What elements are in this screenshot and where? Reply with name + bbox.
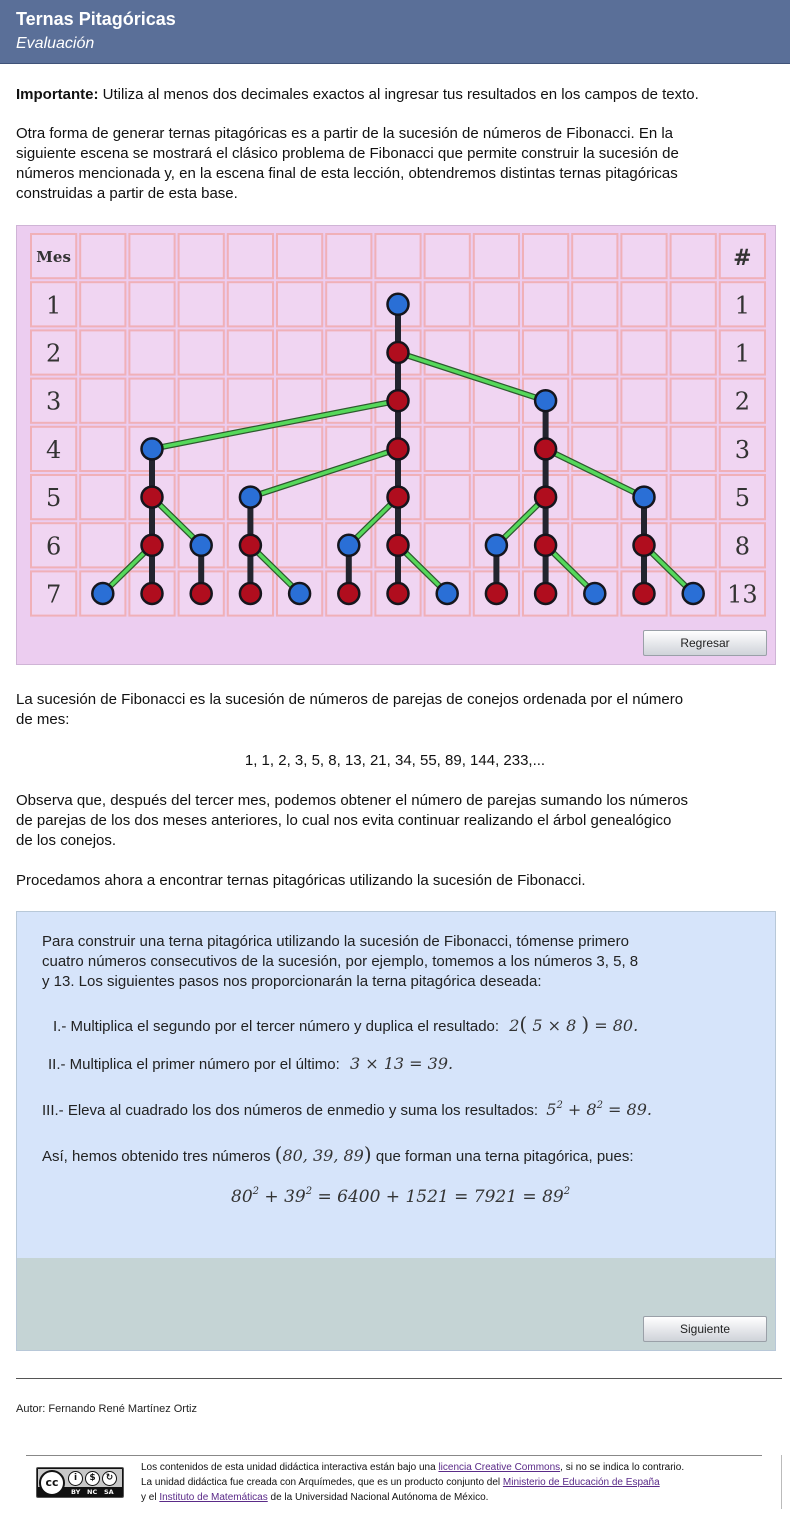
- adult-rabbit-node: [388, 487, 409, 508]
- conclusion-post: que forman una terna pitagórica, pues:: [375, 1148, 634, 1165]
- month-number: 1: [45, 291, 62, 320]
- cc-sa-icon: ↻: [102, 1471, 117, 1486]
- grid-cell: [474, 427, 519, 471]
- grid-cell: [179, 330, 224, 374]
- footer-text-span: de la Universidad Nacional Autónoma de México.: [267, 1492, 489, 1503]
- grid-cell: [179, 234, 224, 278]
- cc-nc-label: NC: [87, 1488, 98, 1496]
- month-number: 7: [45, 580, 62, 609]
- math-token: = 89: [602, 1100, 647, 1119]
- math-exponent: 2: [556, 1100, 563, 1111]
- grid-cell: [425, 523, 470, 567]
- section-divider: [16, 1378, 782, 1379]
- fibonacci-intro: [16, 124, 778, 204]
- pythagorean-formula: [231, 1186, 570, 1207]
- adult-rabbit-node: [388, 438, 409, 459]
- step-3: [42, 1100, 652, 1119]
- footer-text-span: Los contenidos de esta unidad didáctica interactiva están bajo una: [141, 1462, 439, 1473]
- fibonacci-intro-line: construidas a partir de esta base.: [16, 185, 238, 202]
- grid-cell: [129, 379, 174, 423]
- adult-rabbit-node: [535, 583, 556, 604]
- grid-cell: [80, 282, 125, 326]
- young-rabbit-node: [338, 535, 359, 556]
- footer-line-2: [141, 1475, 684, 1490]
- grid-cell: [326, 282, 371, 326]
- grid-cell: [671, 523, 716, 567]
- young-rabbit-node: [584, 583, 605, 604]
- rabbit-tree-diagram: [17, 226, 777, 666]
- young-rabbit-node: [388, 294, 409, 315]
- step-1-text: I.- Multiplica el segundo por el tercer número y duplica el resultado:: [53, 1018, 500, 1035]
- step-2-end: .: [448, 1054, 454, 1073]
- construction-intro-line: cuatro números consecutivos de la sucesión, por ejemplo, tomemos a los números 3, 5, 8: [42, 953, 639, 970]
- grid-cell: [425, 282, 470, 326]
- important-label: Importante:: [16, 86, 99, 103]
- grid-cell: [326, 330, 371, 374]
- procedure-text: Procedamos ahora a encontrar ternas pitagóricas utilizando la sucesión de Fibonacci.: [16, 872, 586, 889]
- math-token: 5: [546, 1100, 557, 1119]
- grid-cell: [228, 379, 273, 423]
- fibonacci-intro-line: Otra forma de generar ternas pitagóricas es a partir de la sucesión de números de Fibonacci. En la: [16, 125, 674, 142]
- adult-rabbit-node: [535, 487, 556, 508]
- grid-cell: [277, 427, 322, 471]
- math-exponent: 2: [305, 1186, 313, 1197]
- grid-cell: [474, 282, 519, 326]
- young-rabbit-node: [634, 487, 655, 508]
- adult-rabbit-node: [388, 535, 409, 556]
- adult-rabbit-node: [142, 535, 163, 556]
- month-number: 5: [45, 484, 62, 513]
- footer-line-1: [141, 1460, 684, 1475]
- ministry-link[interactable]: Ministerio de Educación de España: [502, 1477, 660, 1488]
- young-rabbit-node: [289, 583, 310, 604]
- conclusion-numbers: [274, 1142, 372, 1166]
- grid-cell: [425, 475, 470, 519]
- grid-cell: [523, 234, 568, 278]
- grid-cell: [474, 330, 519, 374]
- construction-intro-line: Para construir una terna pitagórica utilizando la sucesión de Fibonacci, tómense primero: [42, 933, 629, 950]
- grid-cell: [671, 330, 716, 374]
- grid-cell: [523, 282, 568, 326]
- math-exponent: 2: [596, 1100, 603, 1111]
- step-3-math: [546, 1100, 652, 1119]
- grid-cell: [277, 330, 322, 374]
- grid-cell: [572, 379, 617, 423]
- adult-rabbit-node: [388, 583, 409, 604]
- grid-cell: [523, 330, 568, 374]
- grid-cell: [572, 282, 617, 326]
- construction-content: [17, 912, 775, 1258]
- young-rabbit-node: [535, 390, 556, 411]
- important-note: [16, 85, 778, 105]
- math-paren: ): [581, 1012, 590, 1036]
- cc-by-label: BY: [71, 1488, 81, 1496]
- math-paren: ): [363, 1142, 372, 1166]
- grid-cell: [277, 234, 322, 278]
- footer-line-3: [141, 1490, 684, 1505]
- adult-rabbit-node: [142, 583, 163, 604]
- math-token: 5 × 8: [532, 1016, 577, 1035]
- month-header: Mes: [36, 248, 71, 267]
- grid-cell: [80, 523, 125, 567]
- adult-rabbit-node: [240, 583, 261, 604]
- adult-rabbit-node: [486, 583, 507, 604]
- month-number: 2: [45, 339, 62, 368]
- math-paren: (: [519, 1012, 528, 1036]
- page-header: [0, 0, 790, 64]
- grid-cell: [671, 234, 716, 278]
- adult-rabbit-node: [634, 535, 655, 556]
- footer-text: [141, 1460, 684, 1505]
- construction-controls: [17, 1258, 775, 1350]
- grid-cell: [80, 330, 125, 374]
- institute-link[interactable]: Instituto de Matemáticas: [159, 1492, 268, 1503]
- next-button[interactable]: Siguiente: [643, 1316, 767, 1342]
- fibonacci-observation-line: Observa que, después del tercer mes, podemos obtener el número de parejas sumando los números: [16, 792, 689, 809]
- cc-by-icon: i: [68, 1471, 83, 1486]
- step-3-text: III.- Eleva al cuadrado los dos números de enmedio y suma los resultados:: [42, 1102, 539, 1119]
- grid-cell: [474, 234, 519, 278]
- cc-mark-icon: cc: [39, 1470, 65, 1496]
- construction-scene: [16, 911, 776, 1351]
- fibonacci-rabbit-scene: [16, 225, 776, 665]
- grid-cell: [474, 475, 519, 519]
- adult-rabbit-node: [388, 390, 409, 411]
- adult-rabbit-node: [535, 535, 556, 556]
- adult-rabbit-node: [240, 535, 261, 556]
- pair-count: 8: [734, 532, 751, 561]
- grid-cell: [277, 282, 322, 326]
- math-token: = 6400 + 1521 = 7921 = 89: [312, 1187, 564, 1207]
- adult-rabbit-node: [142, 487, 163, 508]
- fibonacci-observation: [16, 791, 778, 851]
- grid-cell: [80, 427, 125, 471]
- author-credit: Autor: Fernando René Martínez Ortiz: [16, 1403, 197, 1415]
- month-number: 4: [45, 435, 62, 464]
- grid-cell: [572, 330, 617, 374]
- footer-divider: [26, 1455, 762, 1456]
- pair-count: 13: [727, 580, 758, 609]
- conclusion: [42, 1142, 634, 1166]
- pair-count: 2: [734, 387, 751, 416]
- grid-cell: [228, 234, 273, 278]
- math-paren: (: [274, 1142, 283, 1166]
- grid-cell: [80, 379, 125, 423]
- adult-rabbit-node: [388, 342, 409, 363]
- footer-divider-vertical: [781, 1455, 782, 1509]
- month-number: 3: [45, 387, 62, 416]
- fibonacci-observation-line: de los conejos.: [16, 832, 117, 849]
- math-token: 80: [231, 1187, 253, 1207]
- footer-text-span: , si no se indica lo contrario.: [560, 1462, 685, 1473]
- math-exponent: 2: [252, 1186, 260, 1197]
- grid-cell: [671, 475, 716, 519]
- grid-cell: [326, 234, 371, 278]
- step-2: [48, 1054, 453, 1073]
- young-rabbit-node: [191, 535, 212, 556]
- grid-cell: [129, 330, 174, 374]
- young-rabbit-node: [142, 438, 163, 459]
- young-rabbit-node: [240, 487, 261, 508]
- grid-cell: [671, 379, 716, 423]
- grid-cell: [228, 282, 273, 326]
- adult-rabbit-node: [535, 438, 556, 459]
- grid-cell: [228, 330, 273, 374]
- step-1-math: [509, 1012, 639, 1036]
- young-rabbit-node: [486, 535, 507, 556]
- math-token: 2: [509, 1016, 520, 1035]
- math-token: + 39: [259, 1187, 306, 1207]
- fibonacci-definition: [16, 690, 778, 730]
- grid-cell: [129, 234, 174, 278]
- math-token: + 8: [562, 1100, 597, 1119]
- fibonacci-intro-line: siguiente escena se mostrará el clásico problema de Fibonacci que permite construir la sucesión de: [16, 145, 679, 162]
- pair-count: 3: [734, 435, 751, 464]
- grid-cell: [572, 523, 617, 567]
- pair-count: 5: [734, 484, 751, 513]
- grid-cell: [621, 379, 666, 423]
- fibonacci-observation-line: de parejas de los dos meses anteriores, lo cual nos evita continuar realizando el árbol genealógico: [16, 812, 672, 829]
- fibonacci-definition-line: de mes:: [16, 711, 70, 728]
- grid-cell: [375, 234, 420, 278]
- conclusion-pre: Así, hemos obtenido tres números: [42, 1148, 271, 1165]
- creative-commons-icon[interactable]: [36, 1467, 124, 1498]
- month-number: 6: [45, 532, 62, 561]
- grid-cell: [179, 379, 224, 423]
- math-exponent: 2: [563, 1186, 571, 1197]
- fibonacci-sequence: 1, 1, 2, 3, 5, 8, 13, 21, 34, 55, 89, 144, 233,...: [244, 752, 546, 769]
- construction-intro-line: y 13. Los siguientes pasos nos proporcionarán la terna pitagórica deseada:: [42, 973, 542, 990]
- grid-cell: [621, 427, 666, 471]
- cc-sa-label: SA: [104, 1488, 114, 1496]
- step-1: [53, 1012, 638, 1036]
- adult-rabbit-node: [338, 583, 359, 604]
- grid-cell: [326, 475, 371, 519]
- step-2-math: 3 × 13 = 39: [349, 1054, 448, 1073]
- important-text: Utiliza al menos dos decimales exactos al ingresar tus resultados en los campos de texto.: [98, 86, 699, 103]
- grid-cell: [621, 234, 666, 278]
- footer-text-span: y el: [141, 1492, 160, 1503]
- grid-cell: [671, 427, 716, 471]
- math-token: .: [646, 1100, 652, 1119]
- cc-nc-icon: $: [85, 1471, 100, 1486]
- grid-cell: [277, 523, 322, 567]
- conclusion-nums: 80, 39, 89: [282, 1146, 364, 1165]
- grid-cell: [621, 282, 666, 326]
- grid-cell: [80, 234, 125, 278]
- grid-cell: [129, 282, 174, 326]
- step-2-text: II.- Multiplica el primer número por el último:: [48, 1056, 340, 1073]
- grid-cell: [425, 234, 470, 278]
- fibonacci-definition-line: La sucesión de Fibonacci es la sucesión de números de parejas de conejos ordenada por el número: [16, 691, 684, 708]
- math-token: .: [633, 1016, 639, 1035]
- pair-count: 1: [734, 291, 751, 320]
- cc-license-link[interactable]: licencia Creative Commons: [438, 1462, 561, 1473]
- page-subtitle: Evaluación: [16, 35, 95, 52]
- young-rabbit-node: [92, 583, 113, 604]
- grid-cell: [425, 427, 470, 471]
- grid-cell: [179, 282, 224, 326]
- math-token: = 80: [589, 1016, 634, 1035]
- adult-rabbit-node: [191, 583, 212, 604]
- count-header: #: [733, 245, 752, 272]
- grid-cell: [671, 282, 716, 326]
- young-rabbit-node: [437, 583, 458, 604]
- grid-cell: [179, 475, 224, 519]
- grid-cell: [621, 330, 666, 374]
- back-button[interactable]: Regresar: [643, 630, 767, 656]
- adult-rabbit-node: [634, 583, 655, 604]
- young-rabbit-node: [683, 583, 704, 604]
- fibonacci-intro-line: números mencionada y, en la escena final de esta lección, obtendremos distintas ternas pitagóricas: [16, 165, 678, 182]
- footer-text-span: La unidad didáctica fue creada con Arquímedes, que es un producto conjunto del: [141, 1477, 503, 1488]
- grid-cell: [425, 379, 470, 423]
- page-title: Ternas Pitagóricas: [16, 9, 176, 29]
- grid-cell: [80, 475, 125, 519]
- grid-cell: [572, 234, 617, 278]
- pair-count: 1: [734, 339, 751, 368]
- construction-intro: [42, 932, 732, 992]
